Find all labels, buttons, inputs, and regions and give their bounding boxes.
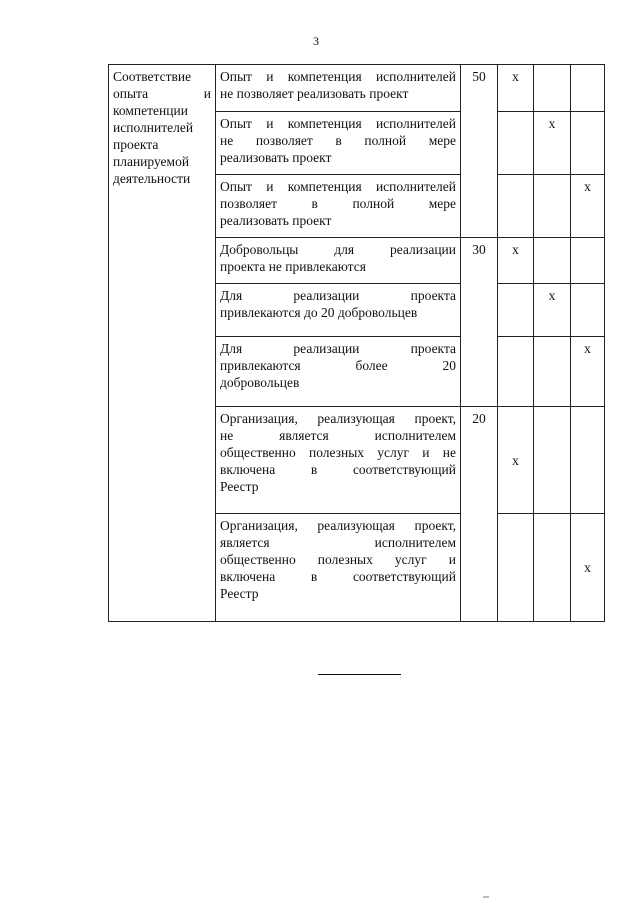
description-line: Организация, реализующая проект, (220, 411, 456, 426)
option-description (216, 284, 461, 337)
score-mark-3 (571, 284, 605, 337)
description-line: Добровольцы для реализации (220, 242, 456, 257)
description-line: Для реализации проекта (220, 341, 456, 356)
score-mark-3 (571, 407, 605, 514)
option-description (216, 238, 461, 284)
score-mark-1 (498, 514, 534, 622)
score-mark-1: x (498, 407, 534, 514)
weight-cell: 50 (461, 65, 498, 238)
option-description (216, 514, 461, 622)
scan-artifact (483, 896, 489, 898)
score-mark-2 (534, 65, 571, 112)
description-line: является исполнителем (220, 535, 456, 550)
score-mark-3 (571, 238, 605, 284)
end-separator-line (318, 674, 401, 675)
score-mark-3: x (571, 514, 605, 622)
option-description (216, 337, 461, 407)
score-mark-1 (498, 337, 534, 407)
description-line: Реестр (220, 479, 259, 494)
description-line: Опыт и компетенция исполнителей (220, 69, 456, 84)
criteria-table (108, 64, 605, 622)
description-line: реализовать проект (220, 150, 332, 165)
criterion-line: деятельности (113, 171, 191, 186)
description-line: Реестр (220, 586, 259, 601)
score-mark-2 (534, 175, 571, 238)
description-line: общественно полезных услуг и не (220, 445, 456, 460)
description-line: привлекаются до 20 добровольцев (220, 305, 418, 320)
description-line: включена в соответствующий (220, 462, 456, 477)
score-mark-3: x (571, 337, 605, 407)
criterion-line: проекта (113, 137, 159, 152)
criterion-line: Соответствие (113, 69, 192, 84)
score-mark-1: x (498, 238, 534, 284)
description-line: Опыт и компетенция исполнителей (220, 116, 456, 131)
description-line: Для реализации проекта (220, 288, 456, 303)
option-description (216, 112, 461, 175)
description-line: проекта не привлекаются (220, 259, 366, 274)
criterion-line: компетенции (113, 103, 188, 118)
score-mark-1 (498, 175, 534, 238)
criterion-line: планируемой (113, 154, 190, 169)
description-line: Организация, реализующая проект, (220, 518, 456, 533)
description-line: не позволяет в полной мере (220, 133, 456, 148)
score-mark-2 (534, 407, 571, 514)
score-mark-2 (534, 337, 571, 407)
criterion-line: исполнителей (113, 120, 194, 135)
weight-cell: 30 (461, 238, 498, 407)
option-description (216, 175, 461, 238)
score-mark-3 (571, 65, 605, 112)
criterion-cell (109, 65, 216, 622)
score-mark-2: x (534, 284, 571, 337)
description-line: позволяет в полной мере (220, 196, 456, 211)
option-description (216, 65, 461, 112)
weight-cell: 20 (461, 407, 498, 622)
score-mark-3 (571, 112, 605, 175)
description-line: добровольцев (220, 375, 300, 390)
page-number: 3 (313, 34, 319, 48)
description-line: привлекаются более 20 (220, 358, 456, 373)
option-description (216, 407, 461, 514)
score-mark-1 (498, 284, 534, 337)
description-line: включена в соответствующий (220, 569, 456, 584)
description-line: Опыт и компетенция исполнителей (220, 179, 456, 194)
score-mark-2 (534, 238, 571, 284)
score-mark-1: x (498, 65, 534, 112)
description-line: реализовать проект (220, 213, 332, 228)
criterion-line: опыта и (113, 86, 211, 101)
score-mark-1 (498, 112, 534, 175)
score-mark-2 (534, 514, 571, 622)
table-row (109, 65, 605, 112)
score-mark-2: x (534, 112, 571, 175)
score-mark-3: x (571, 175, 605, 238)
description-line: не позволяет реализовать проект (220, 86, 409, 101)
description-line: не является исполнителем (220, 428, 456, 443)
description-line: общественно полезных услуг и (220, 552, 456, 567)
